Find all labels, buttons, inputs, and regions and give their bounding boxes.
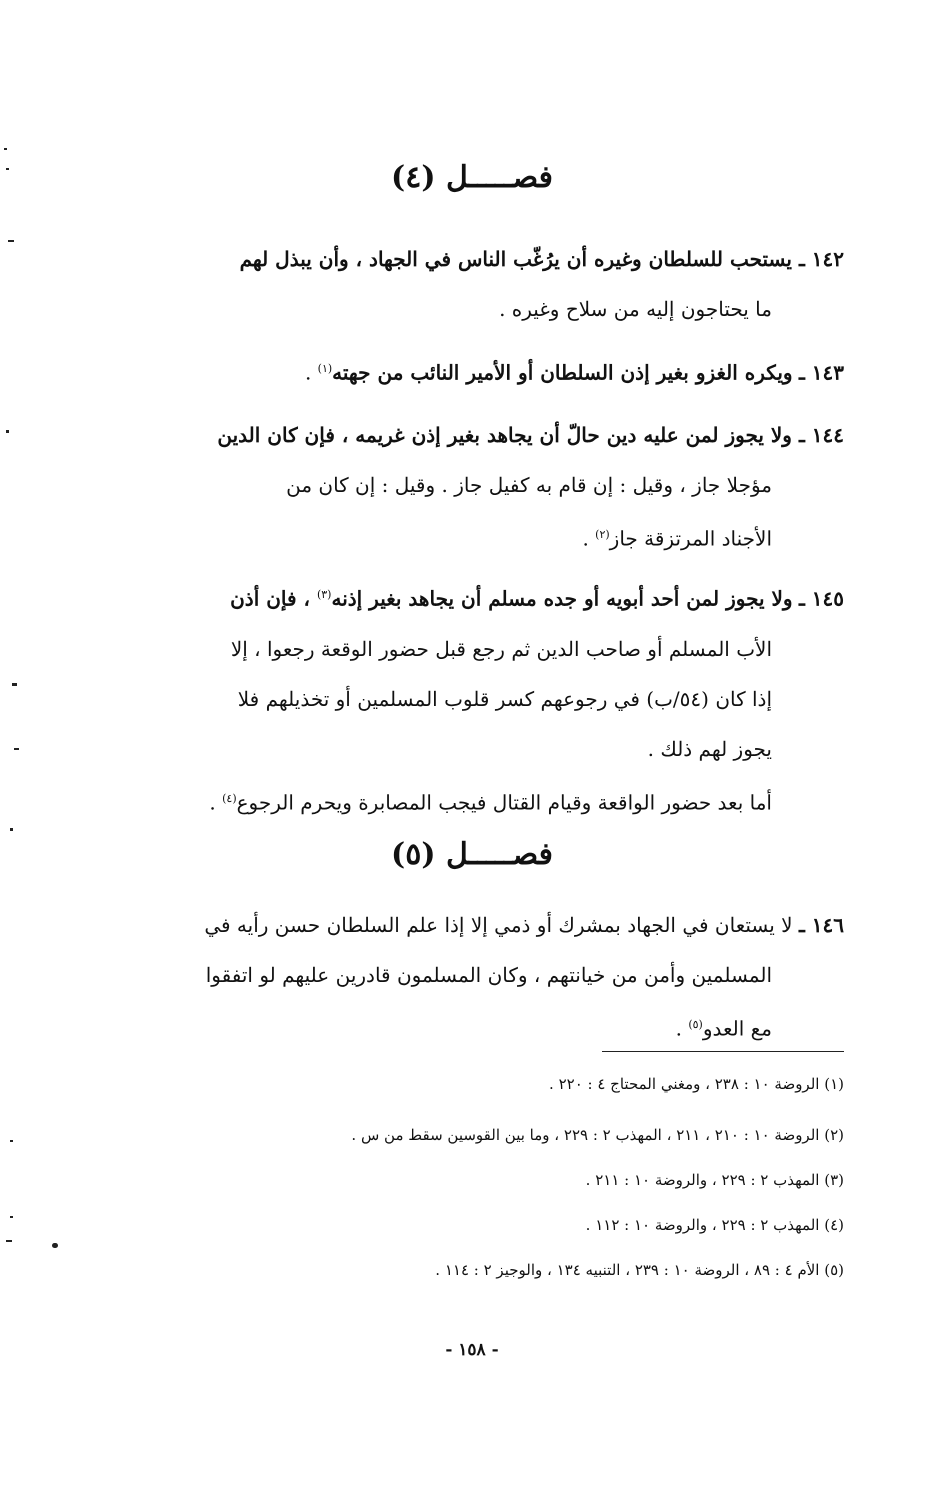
paragraph-146-line-2: المسلمين وأمن من خيانتهم ، وكان المسلمون قادرين عليهم لو اتفقوا — [205, 963, 772, 987]
footnote-ref: (٢) — [595, 528, 610, 541]
paragraph-number: ١٤٣ ـ — [798, 360, 844, 385]
paragraph-text: أما بعد حضور الواقعة وقيام القتال فيجب المصابرة ويحرم الرجوع — [236, 790, 772, 815]
footnote-ref: (٣) — [316, 588, 332, 601]
paragraph-142 — [144, 234, 844, 334]
footnote-5: (٥) الأم ٤ : ٨٩ ، الروضة ١٠ : ٢٣٩ ، التنبيه ١٣٤ ، والوجيز ٢ : ١١٤ . — [435, 1261, 844, 1279]
paragraph-146-line-1 — [144, 900, 844, 950]
paragraph-145-line-5 — [144, 774, 844, 828]
paragraph-146-line-3 — [144, 1000, 844, 1054]
paragraph-text: يستحب للسلطان وغيره أن يرُغّب الناس في الجهاد ، وأن يبذل لهم — [239, 247, 792, 271]
scan-speck — [8, 240, 14, 242]
paragraph-145-line-1 — [144, 570, 844, 624]
paragraph-144-line-3 — [144, 510, 844, 564]
paragraph-145-line-2: الأب المسلم أو صاحب الدين ثم رجع قبل حضور الوقعة رجعوا ، إلا — [230, 636, 772, 661]
paragraph-text: ويكره الغزو بغير إذن السلطان أو الأمير النائب من جهته — [332, 360, 793, 385]
paragraph-143-line-1 — [144, 344, 844, 398]
footnote-divider — [602, 1051, 844, 1052]
paragraph-number: ١٤٤ ـ — [798, 423, 844, 447]
scan-speck — [12, 683, 17, 686]
section-heading-5: فصـــــل (٥) — [391, 837, 553, 872]
paragraph-text: ، فإن أذن — [230, 586, 317, 611]
footnote-3: (٣) المهذب ٢ : ٢٢٩ ، والروضة ١٠ : ٢١١ . — [585, 1171, 844, 1189]
paragraph-number: ١٤٢ ـ — [798, 247, 844, 271]
section-heading-4: فصـــــل (٤) — [391, 160, 553, 195]
paragraph-end: . — [209, 790, 223, 815]
paragraph-end: . — [304, 360, 318, 385]
paragraph-144 — [144, 410, 844, 564]
paragraph-text: ولا يجوز لمن عليه دين حالّ أن يجاهد بغير إذن غريمه ، فإن كان الدين — [217, 423, 792, 447]
paragraph-145 — [144, 570, 844, 827]
scan-speck — [52, 1243, 58, 1248]
scan-speck — [4, 148, 7, 150]
scan-speck — [6, 168, 9, 170]
paragraph-143 — [144, 344, 844, 398]
footnote-4: (٤) المهذب ٢ : ٢٢٩ ، والروضة ١٠ : ١١٢ . — [585, 1216, 844, 1234]
paragraph-144-line-2: مؤجلا جاز ، وقيل : إن قام به كفيل جاز . وقيل : إن كان من — [286, 473, 772, 497]
paragraph-145-line-4: يجوز لهم ذلك . — [647, 736, 772, 761]
page-number: - ١٥٨ - — [445, 1340, 499, 1360]
paragraph-142-line-1 — [144, 234, 844, 284]
paragraph-number: ١٤٥ ـ — [798, 586, 844, 611]
paragraph-number: ١٤٦ ـ — [798, 913, 844, 937]
paragraph-end: . — [582, 526, 596, 551]
footnote-1: (١) الروضة ١٠ : ٢٣٨ ، ومغني المحتاج ٤ : ٢٢٠ . — [549, 1075, 844, 1093]
footnote-2: (٢) الروضة ١٠ : ٢١٠ ، ٢١١ ، المهذب ٢ : ٢٢٩ ، وما بين القوسين سقط من س . — [351, 1126, 844, 1144]
scan-speck — [6, 430, 9, 433]
paragraph-text: مع العدو — [702, 1016, 772, 1041]
paragraph-text: لا يستعان في الجهاد بمشرك أو ذمي إلا إذا علم السلطان حسن رأيه في — [204, 913, 793, 937]
paragraph-text: ولا يجوز لمن أحد أبويه أو جده مسلم أن يجاهد بغير إذنه — [331, 586, 793, 611]
footnotes — [144, 1062, 844, 1293]
scan-speck — [14, 748, 19, 750]
scan-speck — [10, 828, 13, 831]
paragraph-end: . — [675, 1016, 689, 1041]
scan-speck — [10, 1140, 13, 1142]
scan-speck — [10, 1216, 13, 1218]
footnote-ref: (١) — [317, 362, 333, 375]
paragraph-146 — [144, 900, 844, 1054]
paragraph-145-line-3: إذا كان (٥٤/ب) في رجوعهم كسر قلوب المسلمين أو تخذيلهم فلا — [237, 686, 772, 711]
paragraph-142-line-2: ما يحتاجون إليه من سلاح وغيره . — [499, 297, 772, 321]
paragraph-144-line-1 — [144, 410, 844, 460]
footnote-ref: (٤) — [222, 791, 237, 805]
footnote-ref: (٥) — [688, 1018, 703, 1031]
paragraph-text: الأجناد المرتزقة جاز — [609, 526, 772, 551]
scan-speck — [6, 1240, 12, 1242]
